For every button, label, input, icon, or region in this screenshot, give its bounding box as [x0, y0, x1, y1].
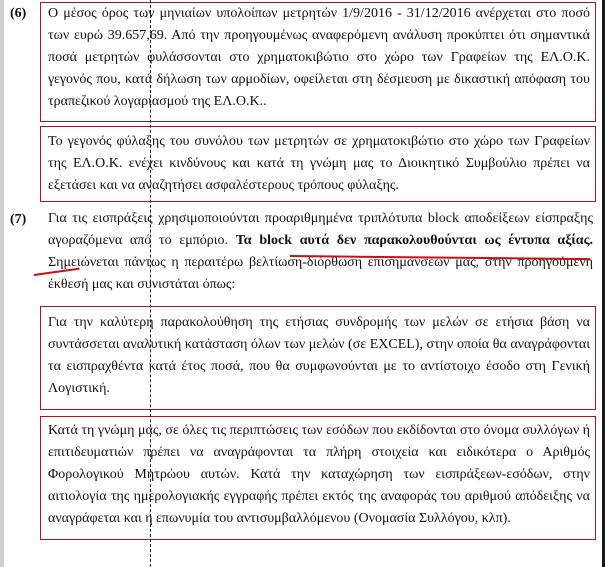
intro-text-before: Για τις εισπράξεις χρησιμοποιούνται προαριθμημένα τριπλότυπα block αποδείξεων είσπραξης αγοραζόμενα από το εμπόριο. — [48, 211, 593, 248]
section-7-paragraph-1: Για την καλύτερη παρακολούθηση της ετήσιας συνδρομής των μελών σε ετήσια βάση να συντάσσεται αναλυτική κατάσταση όλων των μελών (σε EXCEL), στην οποία θα αναγράφονται τα εισπραχθέντα κατά έτος ποσά, που θα συμφωνούνται με το αντίστοιχο έσοδο στη Γενική Λογιστική. — [48, 315, 590, 396]
section-6-paragraph-2: Το γεγονός φύλαξης του συνόλου των μετρητών σε χρηματοκιβώτιο στο χώρο των Γραφείων της ΕΛ.Ο.Κ. ενέχει κινδύνους και κατά τη γνώμη μας το Διοικητικό Συμβούλιο πρέπει να εξετάσει και να αναζητήσει ασφαλέστερους τρόπους φύλαξης. — [48, 134, 590, 193]
section-7-paragraph-2: Κατά τη γνώμη μας, σε όλες τις περιπτώσεις των εσόδων που εκδίδονται στο όνομα συλλόγων ή επιτιδευματιών πρέπει να αναγράφονται τα πλήρη στοιχεία και ειδικότερα ο Αριθμός Φορολογικού Μητρώου αυτών. Κατά την καταχώρηση των εισπράξεων-εσόδων, στην αιτιολογία της ημερολογιακής εγγραφής πρέπει εκτός της αναφοράς του αριθμού απόδειξης να αναγράφεται και η επωνυμία του αντισυμβαλλόμενου (Ονομασία Συλλόγου, κλπ). — [48, 423, 590, 526]
section-7-number: (7) — [10, 212, 27, 227]
section-6-number: (6) — [10, 6, 27, 21]
intro-highlighted-sentence: Τα block αυτά δεν παρακολουθούνται ως έντυπα αξίας. — [235, 233, 593, 248]
section-6-paragraph-1: Ο μέσος όρος των μηνιαίων υπολοίπων μετρητών 1/9/2016 - 31/12/2016 ανέρχεται στο ποσό των ευρώ 39.657,69. Από την προηγουμένως αναφερόμενη ανάλυση προκύπτει ότι σημαντικά ποσά μετρητών φυλάσσονται στο χρηματοκιβώτιο στο χώρο των Γραφείων της ΕΛ.Ο.Κ. γεγονός που, κατά δήλωση των αρμοδίων, οφείλεται στη δέσμευση με δικαστική απόφαση του τραπεζικού λογαριασμού της ΕΛ.Ο.Κ.. — [48, 6, 590, 109]
scan-fold-line — [150, 0, 151, 567]
intro-text-after: Σημειώνεται πάντως η περαιτέρω βελτίωση-διόρθωση επισημάνσεων μας, στην προηγούμενη έκθεσή μας και συνιστάται όπως: — [48, 255, 593, 292]
scan-left-edge — [0, 0, 4, 567]
section-7-intro — [48, 208, 593, 296]
